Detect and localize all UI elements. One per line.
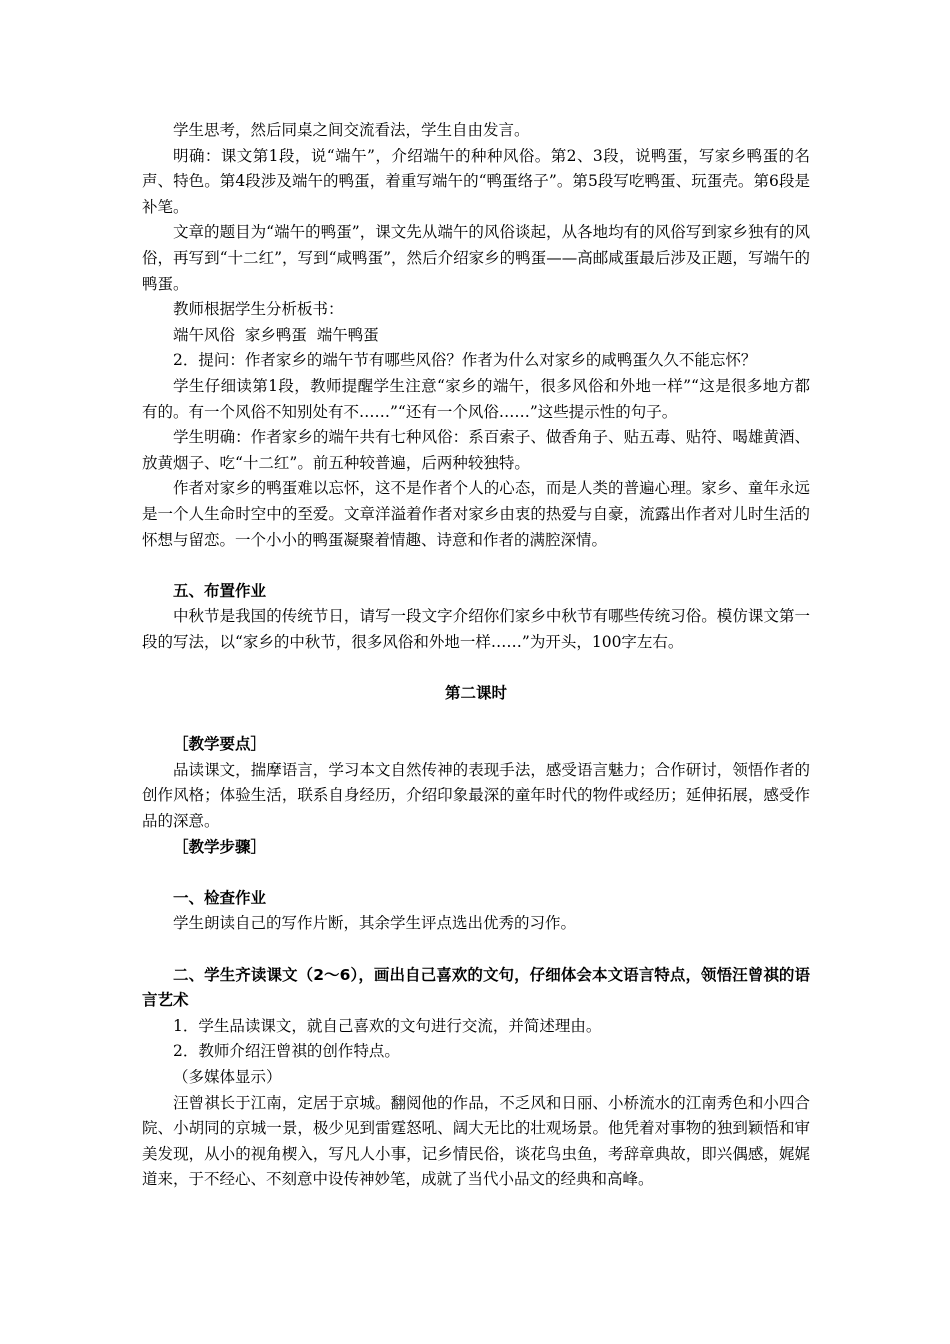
paragraph-read-section-1: 学生仔细读第1段，教师提醒学生注意“家乡的端午，很多风俗和外地一样”“这是很多地方都有的。有一个风俗不知别处有不……”“还有一个风俗……”这些提示性的句子。 xyxy=(142,376,810,421)
paragraph-teaching-points: 品读课文，揣摩语言，学习本文自然传神的表现手法，感受语言魅力；合作研讨，领悟作者的创作风格；体验生活，联系自身经历，介绍印象最深的童年时代的物件或经历；延伸拓展，感受作品的深意。 xyxy=(142,760,810,831)
heading-read-text: 二、学生齐读课文（2～6），画出自己喜欢的文句，仔细体会本文语言特点，领悟汪曾祺的语言艺术 xyxy=(142,965,810,1010)
heading-teaching-steps: ［教学步骤］ xyxy=(173,837,267,856)
spacer xyxy=(142,553,810,579)
heading-check-homework: 一、检查作业 xyxy=(173,888,267,907)
paragraph-board-intro: 教师根据学生分析板书： xyxy=(173,300,344,319)
spacer xyxy=(142,860,810,886)
section-title-second-lesson: 第二课时 xyxy=(444,684,507,703)
document-page xyxy=(142,118,810,1193)
heading-teaching-points: ［教学要点］ xyxy=(173,735,267,754)
paragraph-homework: 中秋节是我国的传统节日，请写一段文字介绍你们家乡中秋节有哪些传统习俗。模仿课文第一段的写法，以“家乡的中秋节，很多风俗和外地一样……”为开头，100字左右。 xyxy=(142,607,810,651)
heading-homework: 五、布置作业 xyxy=(173,581,267,600)
paragraph-question-2: 2．提问：作者家乡的端午节有哪些风俗？作者为什么对家乡的咸鸭蛋久久不能忘怀？ xyxy=(173,351,757,370)
paragraph-check-homework: 学生朗读自己的写作片断，其余学生评点选出优秀的习作。 xyxy=(173,914,577,933)
paragraph-step-2: 2．教师介绍汪曾祺的创作特点。 xyxy=(173,1042,400,1061)
paragraph-seven-customs: 学生明确：作者家乡的端午共有七种风俗：系百索子、做香角子、贴五毒、贴符、喝雄黄酒、放黄烟子、吃“十二红”。前五种较普遍，后两种较独特。 xyxy=(142,428,810,472)
paragraph-multimedia: （多媒体显示） xyxy=(173,1067,282,1086)
paragraph-hometown-feeling: 作者对家乡的鸭蛋难以忘怀，这不是作者个人的心态，而是人类的普遍心理。家乡、童年永远是一个人生命时空中的至爱。文章洋溢着作者对家乡由衷的热爱与自豪，流露出作者对儿时生活的怀想与留恋。一个小小的鸭蛋凝聚着情趣、诗意和作者的满腔深情。 xyxy=(142,479,810,549)
paragraph-clarify-structure: 明确：课文第1段，说“端午”，介绍端午的种种风俗。第2、3段，说鸭蛋，写家乡鸭蛋的名声、特色。第4段涉及端午的鸭蛋，着重写端午的“鸭蛋络子”。第5段写吃鸭蛋、玩蛋壳。第6段是补笔。 xyxy=(142,146,810,216)
paragraph-title-analysis: 文章的题目为“端午的鸭蛋”，课文先从端午的风俗谈起，从各地均有的风俗写到家乡独有的风俗，再写到“十二红”，写到“咸鸭蛋”，然后介绍家乡的鸭蛋——高邮咸蛋最后涉及正题，写端午的鸭蛋。 xyxy=(142,223,810,293)
spacer xyxy=(142,655,810,681)
paragraph-board-content: 端午风俗 家乡鸭蛋 端午鸭蛋 xyxy=(173,325,379,344)
spacer xyxy=(142,937,810,963)
paragraph-discussion: 学生思考，然后同桌之间交流看法，学生自由发言。 xyxy=(173,121,530,139)
paragraph-wang-zengqi: 汪曾祺长于江南，定居于京城。翻阅他的作品，不乏风和日丽、小桥流水的江南秀色和小四合院、小胡同的京城一景，极少见到雷霆怒吼、阔大无比的壮观场景。他凭着对事物的独到颖悟和审美发现，从小的视角楔入，写凡人小事，记乡情民俗，谈花鸟虫鱼，考辞章典故，即兴偶感，娓娓道来，于不经心、不刻意中设传神妙笔，成就了当代小品文的经典和高峰。 xyxy=(142,1093,810,1189)
paragraph-step-1: 1．学生品读课文，就自己喜欢的文句进行交流，并简述理由。 xyxy=(173,1016,602,1035)
spacer xyxy=(142,707,810,733)
